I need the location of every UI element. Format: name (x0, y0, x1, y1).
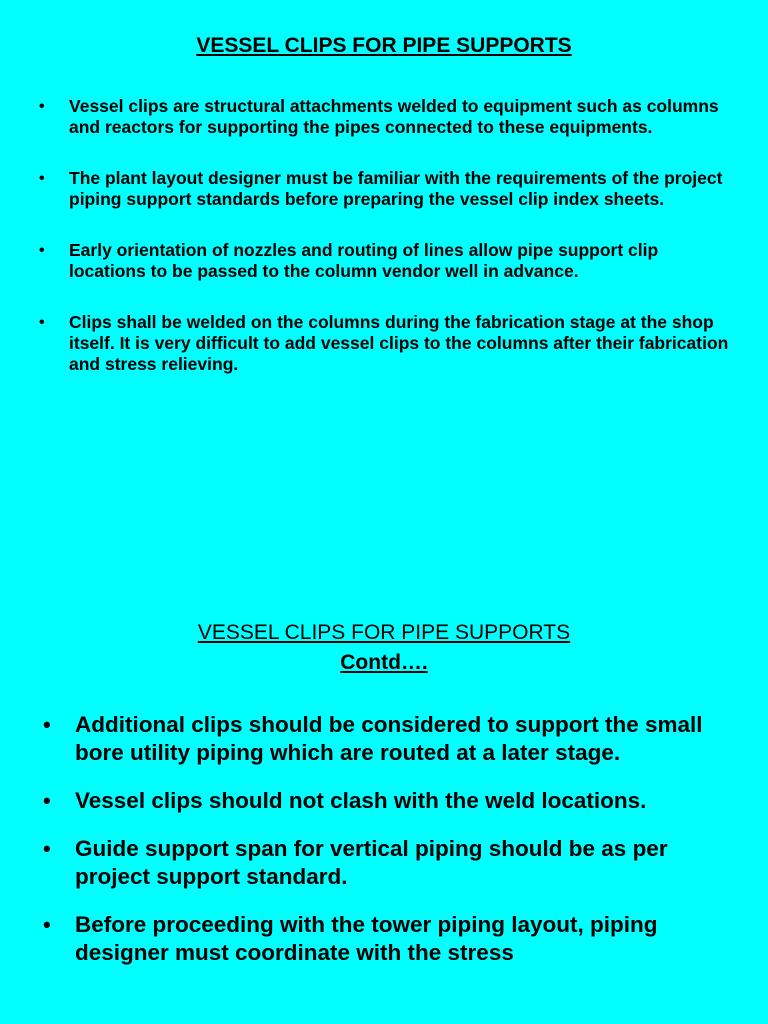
bullet-icon: • (39, 170, 45, 187)
bullet-item (0, 240, 768, 282)
slide-2-subtitle: Contd…. (340, 651, 428, 674)
bullet-text: Clips shall be welded on the columns during the fabrication stage at the shop itself. It is very difficult to add vessel clips to the columns after their fabrication and stress relieving. (69, 312, 729, 374)
bullet-item (0, 96, 768, 138)
bullet-icon: • (43, 912, 51, 937)
bullet-icon: • (39, 314, 45, 331)
bullet-icon: • (43, 788, 51, 813)
bullet-text: The plant layout designer must be familiar with the requirements of the project piping support standards before preparing the vessel clip index sheets. (69, 168, 723, 209)
bullet-text: Vessel clips are structural attachments welded to equipment such as columns and reactors for supporting the pipes connected to these equipments. (69, 96, 719, 137)
bullet-text: Before proceeding with the tower piping layout, piping designer must coordinate with the stress (75, 912, 658, 965)
bullet-icon: • (43, 712, 51, 737)
bullet-text: Guide support span for vertical piping should be as per project support standard. (75, 836, 668, 889)
bullet-item (0, 835, 768, 891)
bullet-item (0, 787, 768, 815)
bullet-icon: • (43, 836, 51, 861)
bullet-item (0, 168, 768, 210)
slide-2-bullet-list (0, 711, 768, 987)
slide-1-bullet-list (0, 96, 768, 405)
bullet-text: Vessel clips should not clash with the weld locations. (75, 788, 647, 813)
bullet-item (0, 312, 768, 375)
bullet-item (0, 911, 768, 967)
slide-2-title: VESSEL CLIPS FOR PIPE SUPPORTS (197, 621, 571, 644)
bullet-text: Additional clips should be considered to support the small bore utility piping which are routed at a later stage. (75, 712, 703, 765)
bullet-icon: • (39, 98, 45, 115)
slide-2 (0, 560, 768, 1024)
bullet-text: Early orientation of nozzles and routing of lines allow pipe support clip locations to be passed to the column vendor well in advance. (69, 240, 659, 281)
slide-1-title: VESSEL CLIPS FOR PIPE SUPPORTS (196, 34, 572, 57)
bullet-item (0, 711, 768, 767)
bullet-icon: • (39, 242, 45, 259)
